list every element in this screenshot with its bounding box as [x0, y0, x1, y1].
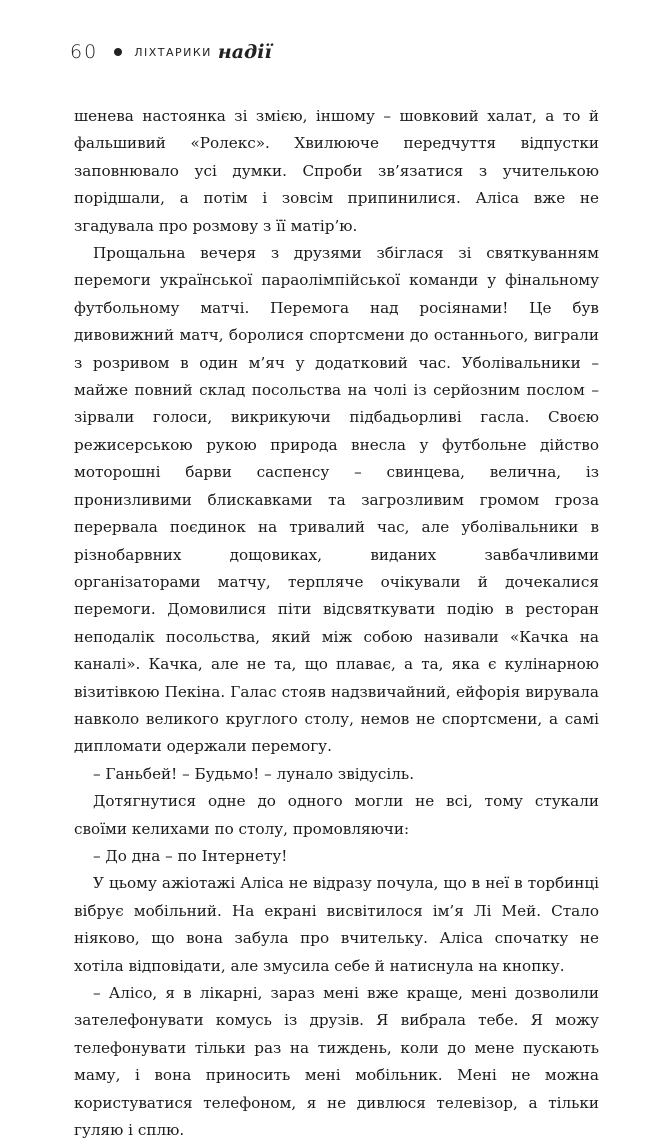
running-title-part2: надії	[217, 41, 272, 63]
paragraph: Дотягнутися одне до одного могли не всі, тому стукали своїми келихами по столу, промовляючи:	[74, 792, 599, 838]
body-text	[74, 103, 599, 1144]
dialogue-line: – Алісо, я в лікарні, зараз мені вже краще, мені дозволили зателефонувати комусь із друзів. Я вибрала тебе. Я можу телефонувати тільки раз на тиждень, коли до мене пускають маму, і вона приносить мені мобільник. Мені не можна користуватися телефоном, я не дивлюся телевізор, а тільки гуляю і сплю.	[74, 984, 599, 1140]
running-header	[70, 36, 272, 68]
paragraph: У цьому ажіотажі Аліса не відразу почула, що в неї в торбинці вібрує мобільний. На екрані висвітилося ім’я Лі Мей. Стало ніяково, що вона забула про вчительку. Аліса спочатку не хотіла відповідати, але змусила себе й натиснула на кнопку.	[74, 874, 599, 975]
paragraph: Прощальна вечеря з друзями збіглася зі святкуванням перемоги української параолімпійської команди у фінальному футбольному матчі. Перемога над росіянами! Це був дивовижний матч, боролися спортсмени до останнього, виграли з розривом в один м’яч у додатковий час. Уболівальники – майже повний склад посольства на чолі із серйозним послом – зірвали голоси, викрикуючи підбадьорливі гасла. Своєю режисерською рукою природа внесла у футбольне дійство моторошні барви саспенсу – свинцева, велична, із пронизливими блискавками та загрозливим громом гроза перервала поєдинок на тривалий час, але уболівальники в різнобарвних дощовиках, виданих завбачливими організаторами матчу, терпляче очікували й дочекалися перемоги. Домовилися піти відсвяткувати подію в ресторан неподалік посольства, який між собою називали «Качка на каналі». Качка, але не та, що плаває, а та, яка є кулінарною візитівкою Пекіна. Галас стояв надзвичайний, ейфорія вирувала навколо великого круглого столу, немов не спортсмени, а самі дипломати одержали перемогу.	[74, 244, 599, 756]
bullet-dot-icon	[114, 48, 122, 56]
paragraph-continuation: шенева настоянка зі змією, іншому – шовковий халат, а то й фальшивий «Ролекс». Хвилююче передчуття відпустки заповнювало усі думки. Спроби зв’язатися з учителькою порідшали, а потім і зовсім припинилися. Аліса вже не згадувала про розмову з її матір’ю.	[74, 107, 599, 235]
dialogue-line: – До дна – по Інтернету!	[93, 846, 288, 865]
page-number: 60	[70, 41, 99, 63]
dialogue-line: – Ганьбей! – Будьмо! – лунало звідусіль.	[93, 764, 415, 783]
running-title-part1: ЛІХТАРИКИ	[134, 45, 212, 59]
